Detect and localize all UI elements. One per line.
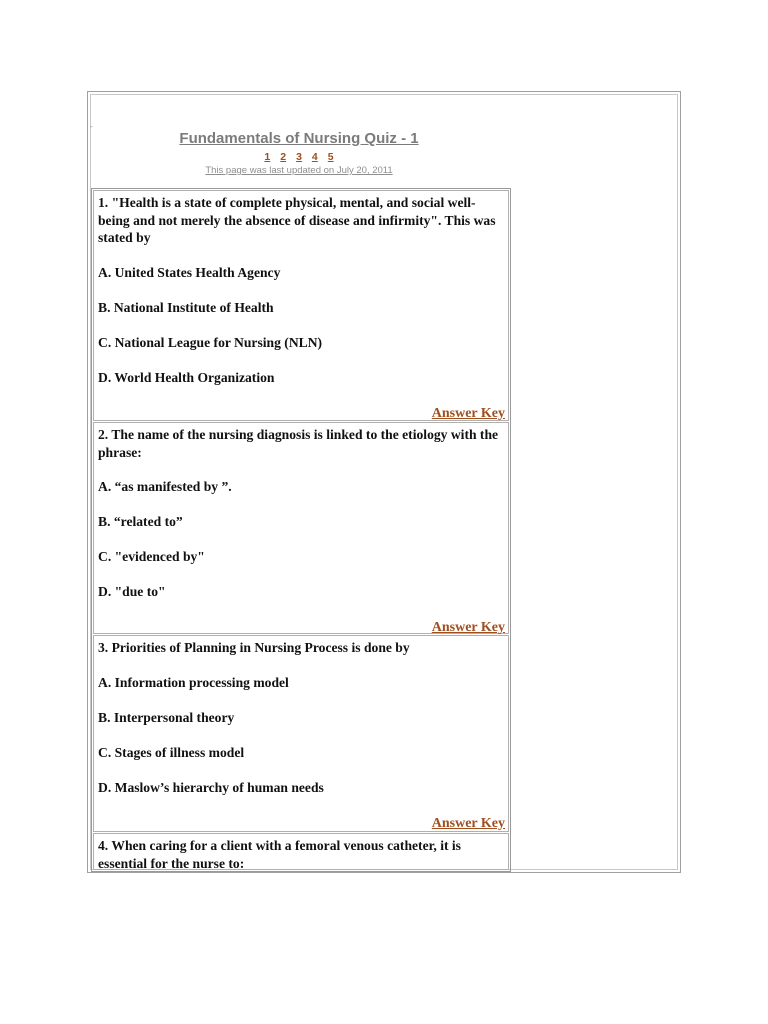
quiz-header [88, 128, 510, 177]
option-d: D. Maslow’s hierarchy of human needs [98, 779, 324, 795]
option-b: B. “related to” [98, 514, 183, 529]
question-card [93, 190, 509, 421]
page-link-2[interactable]: 2 [280, 151, 287, 163]
option-a: A. United States Health Agency [98, 264, 281, 280]
answer-row [98, 404, 505, 422]
question-text: 4. When caring for a client with a femoral venous catheter, it is essential for the nurse to: [98, 838, 461, 871]
answer-key-link[interactable]: Answer Key [431, 405, 505, 421]
question-card [93, 635, 509, 832]
answer-row [98, 618, 505, 636]
option-c: C. Stages of illness model [98, 744, 245, 760]
questions-table [91, 188, 511, 872]
option-c: C. "evidenced by" [98, 549, 205, 564]
question-card [93, 833, 509, 870]
option-d: D. World Health Organization [98, 369, 275, 385]
question-text: 1. "Health is a state of complete physical, mental, and social well-being and not merely the absence of disease and infirmity". This was stated by [98, 195, 496, 245]
question-text: 2. The name of the nursing diagnosis is linked to the etiology with the phrase: [98, 427, 499, 460]
pagination [88, 150, 510, 165]
option-c: C. National League for Nursing (NLN) [98, 334, 323, 350]
page-link-4[interactable]: 4 [311, 151, 318, 163]
page-link-3[interactable]: 3 [296, 151, 302, 163]
answer-key-link[interactable]: Answer Key [431, 815, 505, 831]
page-mark: - [90, 122, 93, 131]
question-card [93, 422, 509, 634]
last-updated-note: This page was last updated on July 20, 2011 [205, 165, 393, 176]
page-link-5[interactable]: 5 [327, 151, 334, 163]
answer-key-link[interactable]: Answer Key [431, 620, 505, 635]
page-title: Fundamentals of Nursing Quiz - 1 [179, 130, 419, 147]
page-link-1[interactable]: 1 [264, 151, 271, 163]
option-b: B. National Institute of Health [98, 299, 274, 315]
option-a: A. Information processing model [98, 674, 289, 690]
option-d: D. "due to" [98, 584, 166, 599]
option-b: B. Interpersonal theory [98, 709, 235, 725]
answer-row [98, 814, 505, 832]
option-a: A. “as manifested by ”. [98, 479, 232, 494]
question-text: 3. Priorities of Planning in Nursing Process is done by [98, 640, 410, 655]
